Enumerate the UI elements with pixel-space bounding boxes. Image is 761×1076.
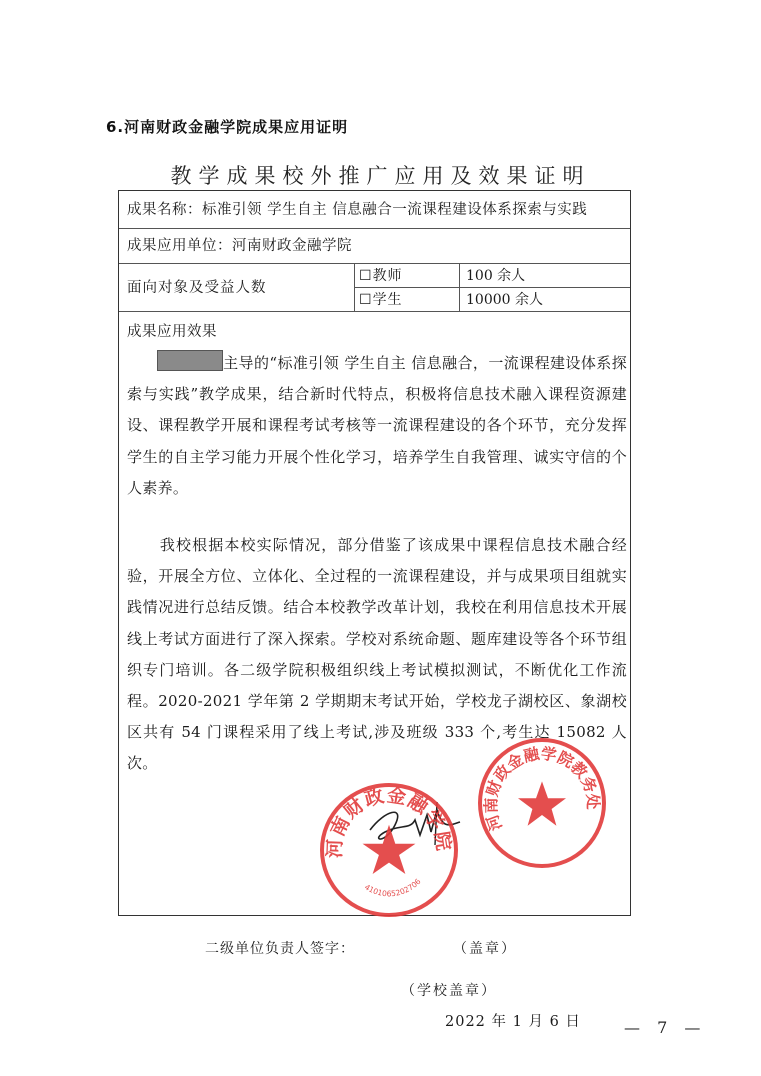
teacher-checkbox-cell[interactable] (354, 264, 459, 288)
seal-graphic (323, 784, 455, 913)
section-heading: 6.河南财政金融学院成果应用证明 (106, 118, 349, 136)
star-icon (518, 781, 566, 825)
application-unit-row: 成果应用单位：河南财政金融学院 (119, 229, 630, 264)
student-label: 学生 (372, 292, 403, 308)
beneficiaries-label: 面向对象及受益人数 (127, 280, 267, 296)
student-count: 10000 余人 (459, 288, 630, 312)
teacher-label: 教师 (372, 268, 403, 284)
effect-paragraph-1 (127, 348, 627, 504)
college-seal-stamp (320, 783, 458, 917)
effect-label: 成果应用效果 (127, 324, 217, 340)
signature-date: 2022 年 1 月 6 日 (445, 1014, 581, 1030)
document-title: 教学成果校外推广应用及效果证明 (170, 164, 591, 188)
svg-text:4101065202706 (363, 877, 423, 898)
seal-serial: 4101065202706 (362, 876, 423, 899)
beneficiaries-row (119, 264, 630, 312)
teacher-count: 100 余人 (459, 264, 630, 288)
page-number: — 7 — (624, 1018, 707, 1037)
seal-text: 河南财政金融学院教务处 (482, 744, 602, 834)
signature-label: 二级单位负责人签字： (205, 941, 355, 957)
achievement-name-row: 成果名称：标准引领 学生自主 信息融合一流课程建设体系探索与实践 (119, 191, 630, 229)
paragraph-1-text: 主导的“标准引领 学生自主 信息融合，一流课程建设体系探索与实践”教学成果，结合新时代特点，积极将信息技术融入课程资源建设、课程教学开展和课程考试考核等一流课程建设的各个环节，充分发挥学生的自主学习能力开展个性化学习，培养学生自我管理、诚实守信的个人素养。 (127, 354, 627, 497)
star-icon (363, 825, 416, 874)
paragraph-2-text: 我校根据本校实际情况，部分借鉴了该成果中课程信息技术融合经验，开展全方位、立体化、全过程的一流课程建设，并与成果项目组就实践情况进行总结反馈。结合本校教学改革计划，我校在利用信息技术开展线上考试方面进行了深入探索。学校对系统命题、题库建设等各个环节组织专门培训。各二级学院积极组织线上考试模拟测试，不断优化工作流程。2020-2021 学年第 2 学期期末考试开始，学校龙子湖校区、象湖校区共有 54 门课程采用了线上考试,涉及班级 333 个,考生达 15082 人次。 (127, 536, 627, 773)
seal-graphic (482, 742, 602, 864)
checkbox-icon[interactable]: ☐ (359, 268, 373, 284)
academic-affairs-seal-stamp (478, 738, 606, 868)
redacted-name-block (157, 350, 223, 371)
seal-text: 河南财政金融学院 (323, 784, 455, 859)
checkbox-icon[interactable]: ☐ (359, 292, 373, 308)
seal-suffix: （盖章） (453, 941, 517, 957)
student-checkbox-cell[interactable] (354, 288, 459, 312)
school-seal-label: （学校盖章） (401, 983, 497, 999)
